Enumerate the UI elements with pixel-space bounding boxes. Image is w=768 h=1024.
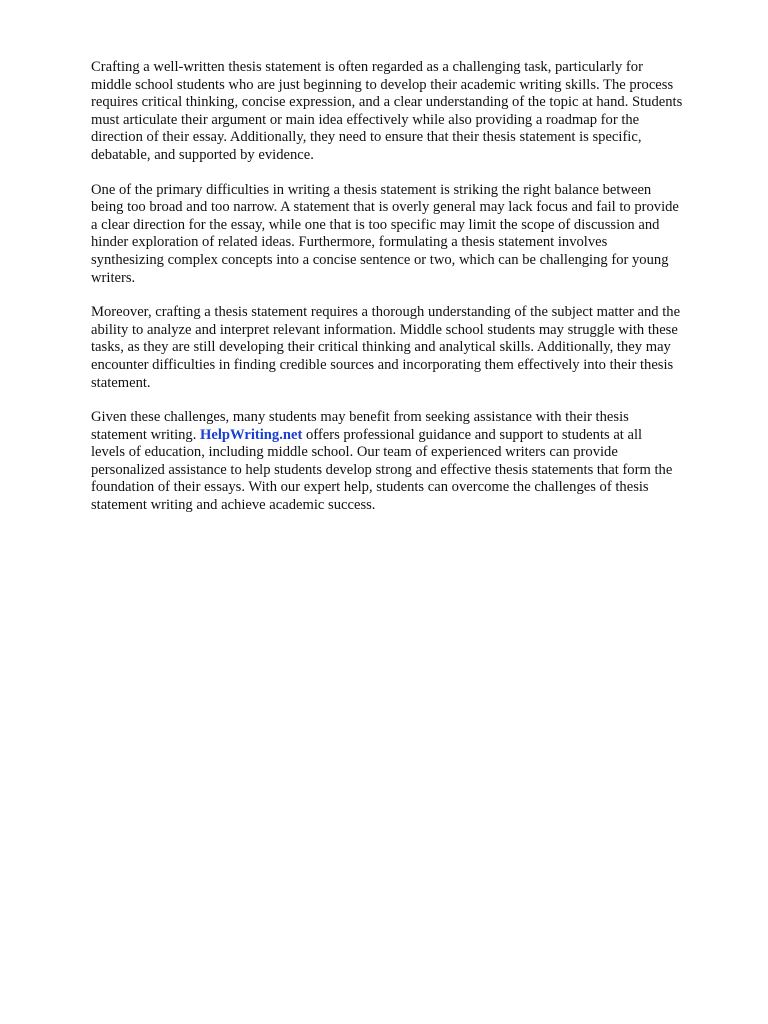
paragraph-4-text-before-link: Given these challenges, many students may benefit from seeking assistance with their thesis statement writing. xyxy=(91,409,629,443)
paragraph-3: Moreover, crafting a thesis statement requires a thorough understanding of the subject matter and the ability to analyze and interpret relevant information. Middle school students may struggle with these tasks, as they are still developing their critical thinking and analytical skills. Additionally, they may encounter difficulties in finding credible sources and incorporating them effectively into their thesis statement. xyxy=(91,304,681,391)
helpwriting-link[interactable]: HelpWriting.net xyxy=(200,426,303,443)
document-body xyxy=(91,59,731,532)
paragraph-1: Crafting a well-written thesis statement is often regarded as a challenging task, particularly for middle school students who are just beginning to develop their academic writing skills. The process requires critical thinking, concise expression, and a clear understanding of the topic at hand. Students must articulate their argument or main idea effectively while also providing a roadmap for the direction of their essay. Additionally, they need to ensure that their thesis statement is specific, debatable, and supported by evidence. xyxy=(91,59,683,163)
paragraph-2: One of the primary difficulties in writing a thesis statement is striking the right balance between being too broad and too narrow. A statement that is overly general may lack focus and fail to provide a clear direction for the essay, while one that is too specific may limit the scope of discussion and hinder exploration of related ideas. Furthermore, formulating a thesis statement involves synthesizing complex concepts into a concise sentence or two, which can be challenging for young writers. xyxy=(91,181,679,286)
paragraph-4 xyxy=(91,409,731,515)
paragraph-4-text-after-link: offers professional guidance and support to students at all levels of education, including middle school. Our team of experienced writers can provide personalized assistance to help students develop strong and effective thesis statements that form the foundation of their essays. With our expert help, students can overcome the challenges of thesis statement writing and achieve academic success. xyxy=(91,426,673,514)
